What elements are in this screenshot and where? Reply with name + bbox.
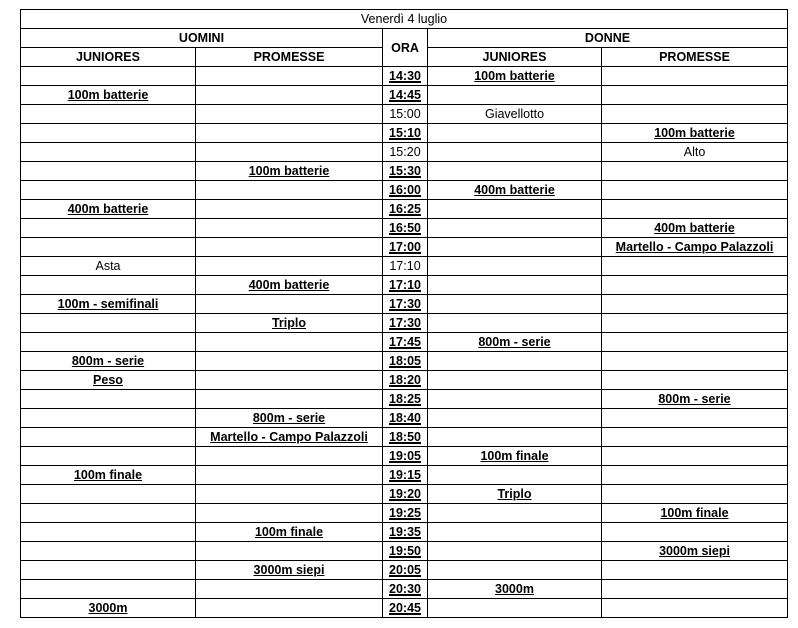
women-promesse-event	[602, 295, 788, 314]
women-promesse-event	[602, 447, 788, 466]
time-cell: 15:00	[383, 105, 428, 124]
women-juniores-event: 400m batterie	[428, 181, 602, 200]
women-juniores-event	[428, 561, 602, 580]
men-promesse-event	[196, 504, 383, 523]
men-promesse-event	[196, 371, 383, 390]
women-promesse-event	[602, 200, 788, 219]
women-juniores-event: Giavellotto	[428, 105, 602, 124]
schedule-row	[21, 485, 788, 504]
men-promesse-event	[196, 466, 383, 485]
men-juniores-event	[21, 542, 196, 561]
time-cell: 19:20	[383, 485, 428, 504]
women-promesse-event	[602, 409, 788, 428]
schedule-row	[21, 352, 788, 371]
women-promesse-event	[602, 485, 788, 504]
men-juniores-event	[21, 181, 196, 200]
women-promesse-event	[602, 371, 788, 390]
women-juniores-event	[428, 428, 602, 447]
time-cell: 18:05	[383, 352, 428, 371]
women-promesse-event	[602, 333, 788, 352]
schedule-row	[21, 390, 788, 409]
men-promesse-header: PROMESSE	[196, 48, 383, 67]
time-cell: 15:20	[383, 143, 428, 162]
men-promesse-event	[196, 333, 383, 352]
time-cell: 18:25	[383, 390, 428, 409]
men-juniores-event	[21, 162, 196, 181]
time-cell: 17:30	[383, 314, 428, 333]
women-promesse-event: 100m finale	[602, 504, 788, 523]
time-cell: 19:50	[383, 542, 428, 561]
time-cell: 19:35	[383, 523, 428, 542]
men-juniores-event	[21, 124, 196, 143]
schedule-row	[21, 580, 788, 599]
men-juniores-event: 800m - serie	[21, 352, 196, 371]
men-promesse-event	[196, 257, 383, 276]
schedule-row	[21, 257, 788, 276]
men-promesse-event	[196, 447, 383, 466]
men-juniores-event	[21, 561, 196, 580]
men-juniores-event	[21, 67, 196, 86]
men-promesse-event	[196, 390, 383, 409]
women-promesse-event	[602, 466, 788, 485]
time-cell: 16:00	[383, 181, 428, 200]
women-juniores-event	[428, 257, 602, 276]
schedule-row	[21, 504, 788, 523]
women-promesse-event	[602, 314, 788, 333]
men-juniores-event: Peso	[21, 371, 196, 390]
women-promesse-event	[602, 67, 788, 86]
men-promesse-event	[196, 67, 383, 86]
women-promesse-event	[602, 105, 788, 124]
men-juniores-event	[21, 580, 196, 599]
women-promesse-header: PROMESSE	[602, 48, 788, 67]
women-promesse-event	[602, 162, 788, 181]
time-cell: 18:50	[383, 428, 428, 447]
schedule-title: Venerdì 4 luglio	[21, 10, 788, 29]
men-juniores-event: 400m batterie	[21, 200, 196, 219]
time-cell: 20:30	[383, 580, 428, 599]
men-juniores-event	[21, 523, 196, 542]
schedule-row	[21, 447, 788, 466]
schedule-row	[21, 409, 788, 428]
schedule-row	[21, 276, 788, 295]
women-juniores-event	[428, 390, 602, 409]
women-promesse-event	[602, 523, 788, 542]
women-juniores-event	[428, 504, 602, 523]
men-promesse-event	[196, 599, 383, 618]
men-juniores-event: Asta	[21, 257, 196, 276]
schedule-row	[21, 333, 788, 352]
women-juniores-event	[428, 371, 602, 390]
women-promesse-event	[602, 428, 788, 447]
men-promesse-event	[196, 238, 383, 257]
schedule-row	[21, 523, 788, 542]
time-cell: 17:10	[383, 276, 428, 295]
women-juniores-header: JUNIORES	[428, 48, 602, 67]
schedule-row	[21, 428, 788, 447]
men-promesse-event	[196, 86, 383, 105]
men-promesse-event	[196, 143, 383, 162]
time-cell: 20:45	[383, 599, 428, 618]
women-juniores-event	[428, 219, 602, 238]
women-juniores-event: 100m batterie	[428, 67, 602, 86]
time-cell: 17:00	[383, 238, 428, 257]
women-juniores-event	[428, 238, 602, 257]
women-promesse-event	[602, 561, 788, 580]
time-cell: 14:30	[383, 67, 428, 86]
women-promesse-event	[602, 257, 788, 276]
men-juniores-header: JUNIORES	[21, 48, 196, 67]
men-juniores-event	[21, 409, 196, 428]
schedule-body	[21, 10, 788, 618]
schedule-row	[21, 219, 788, 238]
women-promesse-event: 800m - serie	[602, 390, 788, 409]
schedule-row	[21, 105, 788, 124]
women-juniores-event	[428, 523, 602, 542]
women-juniores-event	[428, 162, 602, 181]
men-promesse-event: 100m finale	[196, 523, 383, 542]
women-juniores-event: 3000m	[428, 580, 602, 599]
women-promesse-event	[602, 599, 788, 618]
schedule-row	[21, 86, 788, 105]
men-promesse-event: 400m batterie	[196, 276, 383, 295]
time-header: ORA	[383, 29, 428, 67]
men-juniores-event	[21, 504, 196, 523]
men-promesse-event	[196, 485, 383, 504]
men-promesse-event	[196, 580, 383, 599]
women-juniores-event	[428, 466, 602, 485]
time-cell: 17:45	[383, 333, 428, 352]
men-promesse-event: 3000m siepi	[196, 561, 383, 580]
schedule-row	[21, 561, 788, 580]
men-promesse-event	[196, 295, 383, 314]
men-juniores-event: 100m finale	[21, 466, 196, 485]
time-cell: 14:45	[383, 86, 428, 105]
men-juniores-event	[21, 333, 196, 352]
schedule-row	[21, 162, 788, 181]
schedule-row	[21, 124, 788, 143]
men-juniores-event	[21, 105, 196, 124]
men-juniores-event	[21, 390, 196, 409]
women-juniores-event	[428, 295, 602, 314]
schedule-row	[21, 143, 788, 162]
men-promesse-event	[196, 542, 383, 561]
schedule-row	[21, 295, 788, 314]
schedule-row	[21, 238, 788, 257]
women-juniores-event	[428, 352, 602, 371]
women-juniores-event	[428, 86, 602, 105]
schedule-row	[21, 67, 788, 86]
women-juniores-event: 100m finale	[428, 447, 602, 466]
men-juniores-event	[21, 143, 196, 162]
men-promesse-event: 800m - serie	[196, 409, 383, 428]
time-cell: 15:10	[383, 124, 428, 143]
men-juniores-event	[21, 447, 196, 466]
women-juniores-event	[428, 542, 602, 561]
women-juniores-event	[428, 314, 602, 333]
men-juniores-event	[21, 428, 196, 447]
time-cell: 16:50	[383, 219, 428, 238]
schedule-row	[21, 542, 788, 561]
time-cell: 17:30	[383, 295, 428, 314]
men-juniores-event: 100m - semifinali	[21, 295, 196, 314]
men-juniores-event	[21, 276, 196, 295]
men-juniores-event	[21, 485, 196, 504]
title-row	[21, 10, 788, 29]
women-promesse-event: Martello - Campo Palazzoli	[602, 238, 788, 257]
schedule-row	[21, 200, 788, 219]
women-promesse-event: 400m batterie	[602, 219, 788, 238]
time-cell: 19:25	[383, 504, 428, 523]
time-cell: 18:40	[383, 409, 428, 428]
men-promesse-event	[196, 181, 383, 200]
men-promesse-event	[196, 124, 383, 143]
men-promesse-event	[196, 105, 383, 124]
women-juniores-event	[428, 409, 602, 428]
group-header-row	[21, 29, 788, 48]
women-juniores-event: Triplo	[428, 485, 602, 504]
women-promesse-event	[602, 580, 788, 599]
men-promesse-event	[196, 352, 383, 371]
men-juniores-event	[21, 314, 196, 333]
schedule-row	[21, 371, 788, 390]
women-juniores-event	[428, 124, 602, 143]
time-cell: 16:25	[383, 200, 428, 219]
men-juniores-event: 100m batterie	[21, 86, 196, 105]
time-cell: 17:10	[383, 257, 428, 276]
time-cell: 15:30	[383, 162, 428, 181]
time-cell: 18:20	[383, 371, 428, 390]
women-promesse-event	[602, 181, 788, 200]
schedule-row	[21, 466, 788, 485]
women-promesse-event: Alto	[602, 143, 788, 162]
men-juniores-event	[21, 219, 196, 238]
men-promesse-event: Martello - Campo Palazzoli	[196, 428, 383, 447]
women-promesse-event: 3000m siepi	[602, 542, 788, 561]
women-promesse-event	[602, 276, 788, 295]
men-promesse-event	[196, 219, 383, 238]
men-promesse-event	[196, 200, 383, 219]
men-promesse-event: Triplo	[196, 314, 383, 333]
women-promesse-event	[602, 352, 788, 371]
time-cell: 19:15	[383, 466, 428, 485]
time-cell: 19:05	[383, 447, 428, 466]
time-cell: 20:05	[383, 561, 428, 580]
women-juniores-event	[428, 276, 602, 295]
women-juniores-event	[428, 200, 602, 219]
schedule-row	[21, 599, 788, 618]
schedule-row	[21, 181, 788, 200]
men-juniores-event: 3000m	[21, 599, 196, 618]
schedule-table	[20, 9, 788, 618]
women-promesse-event: 100m batterie	[602, 124, 788, 143]
women-header: DONNE	[428, 29, 788, 48]
women-juniores-event	[428, 599, 602, 618]
women-juniores-event: 800m - serie	[428, 333, 602, 352]
men-juniores-event	[21, 238, 196, 257]
men-header: UOMINI	[21, 29, 383, 48]
schedule-row	[21, 314, 788, 333]
men-promesse-event: 100m batterie	[196, 162, 383, 181]
women-juniores-event	[428, 143, 602, 162]
women-promesse-event	[602, 86, 788, 105]
